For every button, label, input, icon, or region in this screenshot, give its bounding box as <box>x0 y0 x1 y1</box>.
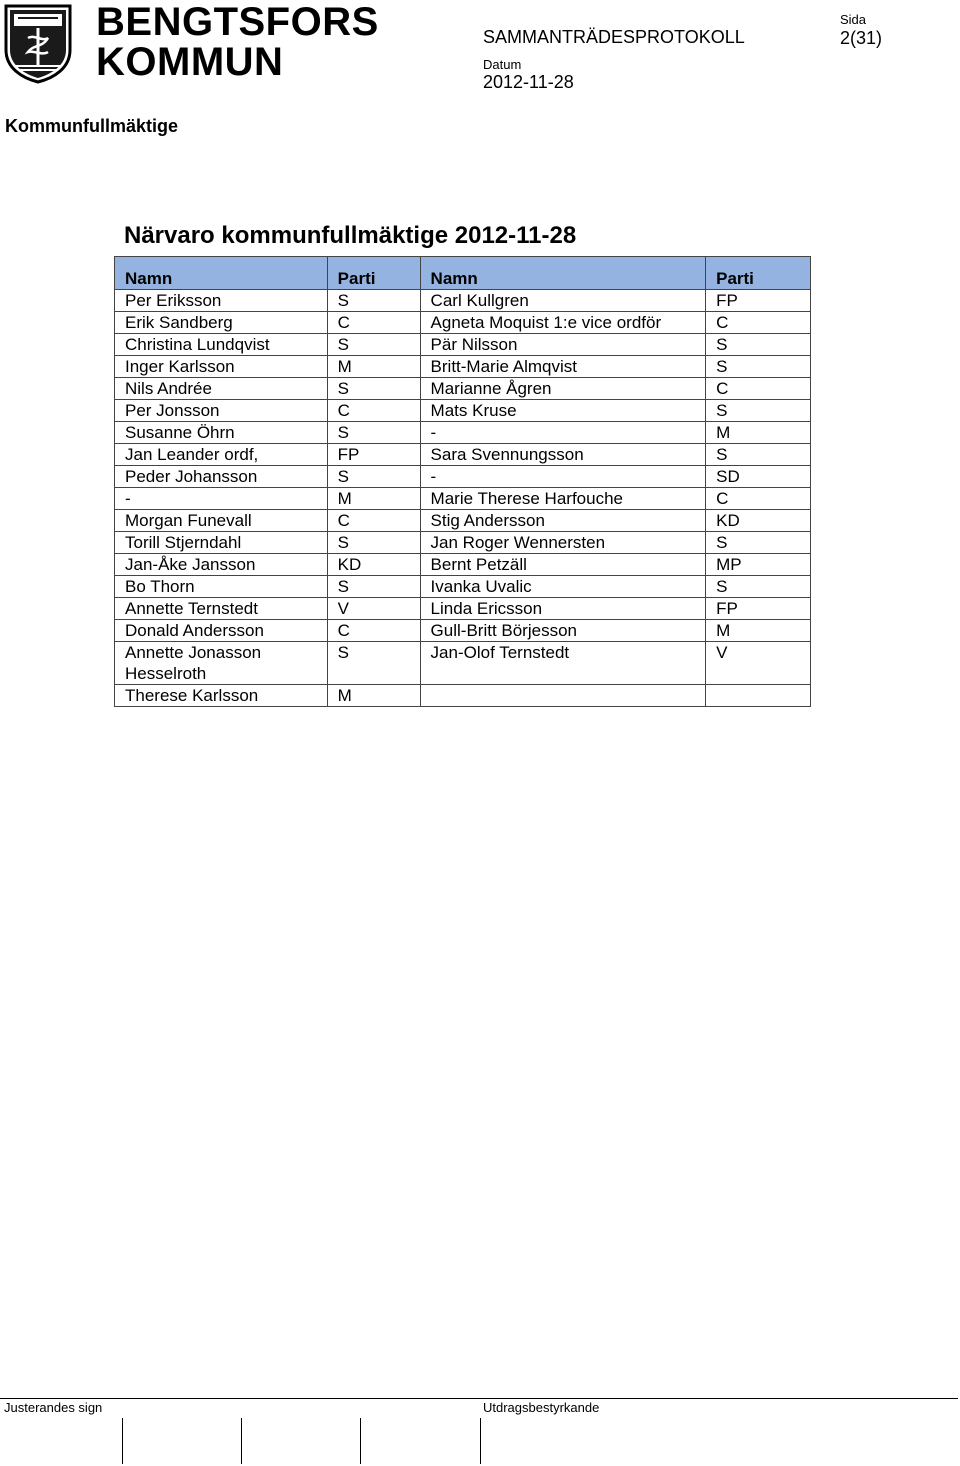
coat-of-arms-logo <box>4 4 72 84</box>
member-party: M <box>327 685 420 707</box>
page-label: Sida <box>840 12 867 27</box>
member-name: Jan Roger Wennersten <box>420 532 706 554</box>
member-name: Morgan Funevall <box>115 510 328 532</box>
member-party: M <box>327 488 420 510</box>
member-name: Agneta Moquist 1:e vice ordför <box>420 312 706 334</box>
member-party: S <box>327 642 420 685</box>
member-name: Ivanka Uvalic <box>420 576 706 598</box>
member-name: Susanne Öhrn <box>115 422 328 444</box>
member-name: Stig Andersson <box>420 510 706 532</box>
member-party: S <box>327 466 420 488</box>
member-party: C <box>706 488 811 510</box>
table-row <box>115 685 811 707</box>
signature-label: Justerandes sign <box>4 1400 103 1415</box>
member-party: C <box>327 620 420 642</box>
member-name: Pär Nilsson <box>420 334 706 356</box>
signature-box-divider <box>480 1418 481 1464</box>
member-party: V <box>327 598 420 620</box>
page-number: 2(31) <box>840 28 883 48</box>
column-header-name: Namn <box>115 257 328 290</box>
footer-divider <box>0 1398 958 1399</box>
member-party: S <box>327 378 420 400</box>
member-name: - <box>420 422 706 444</box>
member-name: Sara Svennungsson <box>420 444 706 466</box>
member-party: M <box>327 356 420 378</box>
table-row <box>115 312 811 334</box>
member-party: S <box>706 532 811 554</box>
member-party <box>706 685 811 707</box>
member-party: FP <box>327 444 420 466</box>
date-value: 2012-11-28 <box>483 72 574 92</box>
table-row <box>115 488 811 510</box>
member-party: C <box>327 510 420 532</box>
member-party: KD <box>327 554 420 576</box>
member-name: Christina Lundqvist <box>115 334 328 356</box>
member-name: Peder Johansson <box>115 466 328 488</box>
member-name <box>420 685 706 707</box>
member-name: Inger Karlsson <box>115 356 328 378</box>
member-party: S <box>706 356 811 378</box>
table-row <box>115 642 811 685</box>
member-party: V <box>706 642 811 685</box>
member-party: S <box>706 334 811 356</box>
member-name: Torill Stjerndahl <box>115 532 328 554</box>
member-name: Bo Thorn <box>115 576 328 598</box>
member-party: SD <box>706 466 811 488</box>
member-party: S <box>706 576 811 598</box>
date-label: Datum <box>483 57 522 72</box>
member-party: S <box>706 400 811 422</box>
member-party: C <box>706 312 811 334</box>
organ-name: Kommunfullmäktige <box>5 116 179 136</box>
member-name: Marianne Ågren <box>420 378 706 400</box>
member-party: FP <box>706 598 811 620</box>
member-name: - <box>115 488 328 510</box>
table-row <box>115 356 811 378</box>
member-name: Nils Andrée <box>115 378 328 400</box>
member-name: Therese Karlsson <box>115 685 328 707</box>
brand-line-2: KOMMUN <box>96 40 284 84</box>
table-row <box>115 620 811 642</box>
column-header-party: Parti <box>706 257 811 290</box>
certification-label: Utdragsbestyrkande <box>483 1400 600 1415</box>
column-header-name: Namn <box>420 257 706 290</box>
member-name: Per Eriksson <box>115 290 328 312</box>
member-name: Jan-Olof Ternstedt <box>420 642 706 685</box>
member-party: S <box>327 576 420 598</box>
member-party: MP <box>706 554 811 576</box>
member-name: Donald Andersson <box>115 620 328 642</box>
table-row <box>115 334 811 356</box>
member-name: Annette Ternstedt <box>115 598 328 620</box>
page-title: Närvaro kommunfullmäktige 2012-11-28 <box>124 222 577 249</box>
member-name: Per Jonsson <box>115 400 328 422</box>
member-name: Bernt Petzäll <box>420 554 706 576</box>
member-name: Marie Therese Harfouche <box>420 488 706 510</box>
table-row <box>115 400 811 422</box>
table-row <box>115 554 811 576</box>
column-header-party: Parti <box>327 257 420 290</box>
member-party: FP <box>706 290 811 312</box>
table-row <box>115 444 811 466</box>
table-row <box>115 598 811 620</box>
member-name: Jan Leander ordf, <box>115 444 328 466</box>
member-party: C <box>706 378 811 400</box>
brand-name <box>96 2 379 82</box>
table-row <box>115 378 811 400</box>
member-name: Mats Kruse <box>420 400 706 422</box>
member-party: KD <box>706 510 811 532</box>
member-name: Britt-Marie Almqvist <box>420 356 706 378</box>
table-header-row <box>115 257 811 290</box>
table-row <box>115 576 811 598</box>
member-party: S <box>706 444 811 466</box>
member-name: - <box>420 466 706 488</box>
brand-line-1: BENGTSFORS <box>96 0 379 44</box>
member-party: M <box>706 422 811 444</box>
table-row <box>115 510 811 532</box>
member-name: Gull-Britt Börjesson <box>420 620 706 642</box>
member-party: M <box>706 620 811 642</box>
member-party: C <box>327 312 420 334</box>
member-name: Annette Jonasson Hesselroth <box>115 642 328 685</box>
document-type: SAMMANTRÄDESPROTOKOLL <box>483 27 745 47</box>
table-row <box>115 290 811 312</box>
member-name: Erik Sandberg <box>115 312 328 334</box>
member-party: S <box>327 290 420 312</box>
table-row <box>115 532 811 554</box>
signature-box-divider <box>122 1418 123 1464</box>
signature-box-divider <box>241 1418 242 1464</box>
signature-box-divider <box>360 1418 361 1464</box>
member-party: C <box>327 400 420 422</box>
attendance-table <box>114 256 811 707</box>
member-party: S <box>327 422 420 444</box>
member-name: Jan-Åke Jansson <box>115 554 328 576</box>
member-party: S <box>327 334 420 356</box>
table-row <box>115 422 811 444</box>
member-name: Linda Ericsson <box>420 598 706 620</box>
member-party: S <box>327 532 420 554</box>
table-row <box>115 466 811 488</box>
member-name: Carl Kullgren <box>420 290 706 312</box>
